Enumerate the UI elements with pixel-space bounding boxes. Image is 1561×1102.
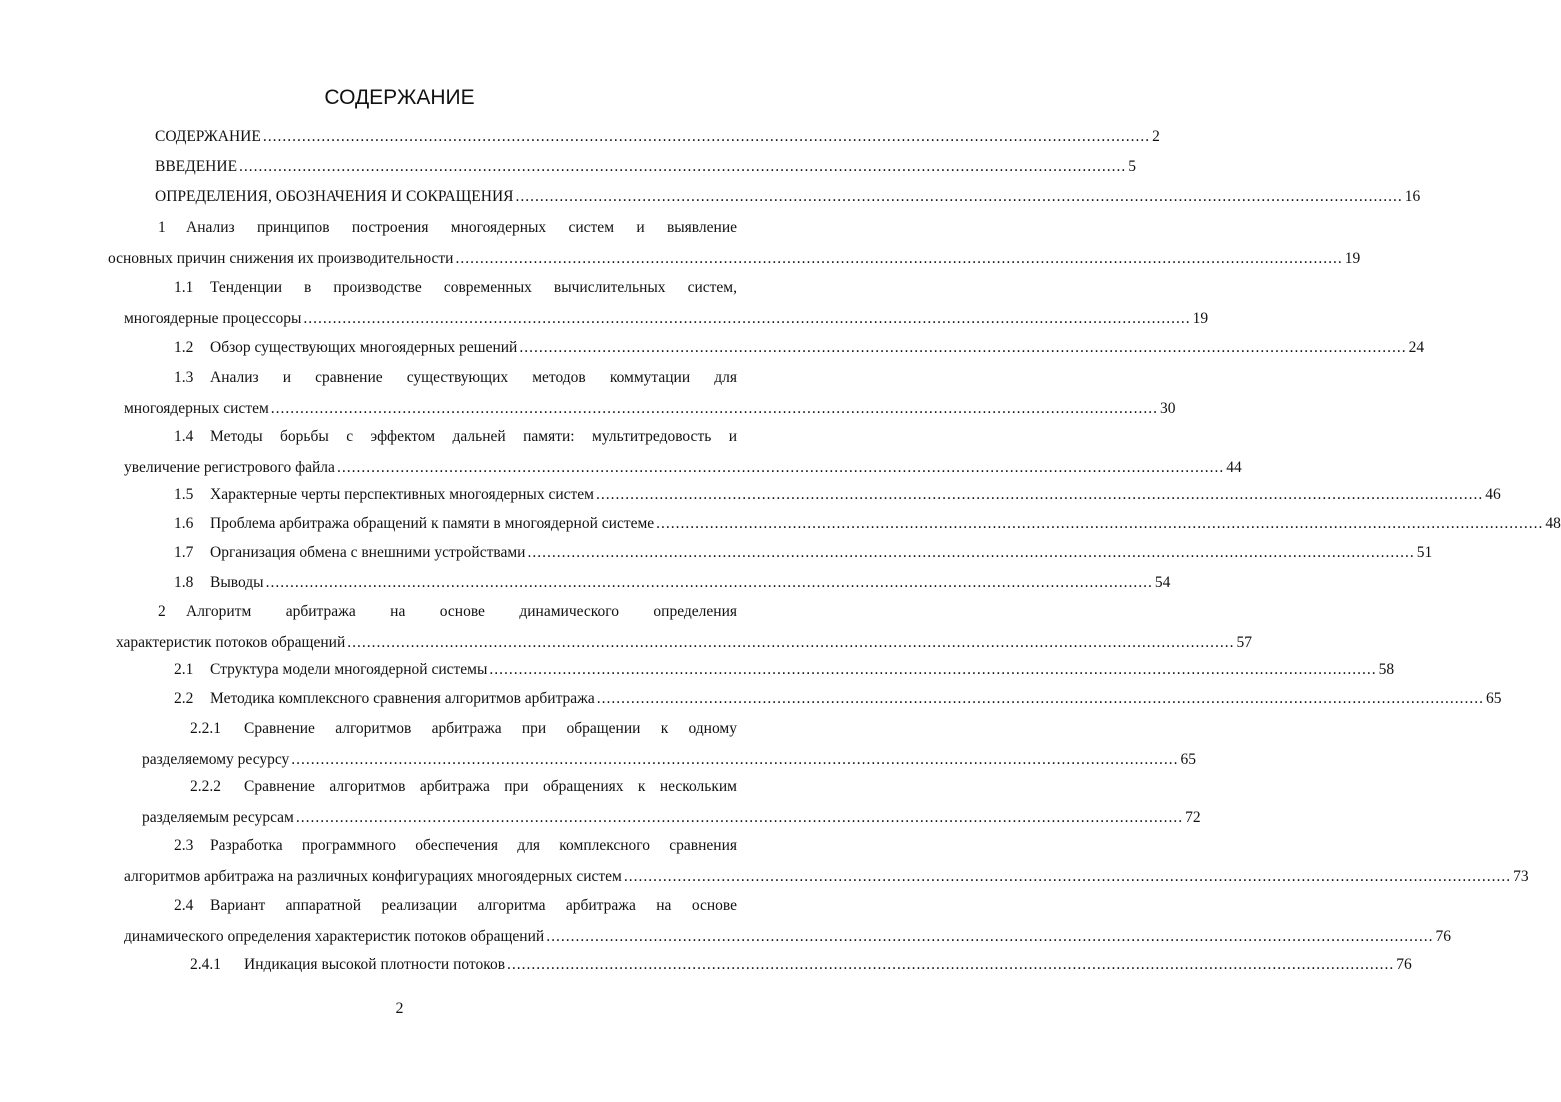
toc-page-number: 48	[1545, 515, 1561, 532]
toc-entry-chapter-1[interactable]	[108, 218, 1361, 269]
toc-entry-title-cont: алгоритмов арбитража на различных конфигурациях многоядерных систем	[124, 868, 622, 885]
toc-page-number: 76	[1435, 928, 1451, 945]
toc-entry-second-line	[142, 808, 1201, 828]
toc-page-number: 19	[1344, 250, 1361, 267]
toc-page-number: 44	[1226, 459, 1242, 476]
toc-entry-1-1[interactable]	[124, 278, 1209, 329]
toc-page-number: 65	[1486, 690, 1502, 707]
toc-page-number: 30	[1160, 400, 1176, 417]
toc-page-number: 57	[1236, 634, 1252, 651]
toc-page-number: 2	[1152, 128, 1160, 145]
toc-entry-1-3[interactable]	[124, 368, 1176, 419]
toc-entry-title: Вариант аппаратной реализации алгоритма арбитража на основе	[210, 897, 737, 914]
toc-leader-dots: ......................................................................................................................................................................................	[295, 809, 1184, 826]
toc-entry-first-line	[124, 368, 737, 388]
toc-entry-title-cont: характеристик потоков обращений	[116, 634, 346, 651]
toc-leader-dots: ......................................................................................................................................................................................	[656, 515, 1544, 532]
toc-entry-first-line	[124, 836, 737, 856]
toc-page-number: 19	[1192, 310, 1209, 327]
toc-entry-number: 1.4	[174, 428, 194, 445]
toc-entry-title: Индикация высокой плотности потоков	[244, 956, 506, 973]
toc-entry-title: Сравнение алгоритмов арбитража при обращении к одному	[244, 720, 737, 737]
toc-entry-title: Выводы	[210, 574, 264, 591]
toc-entry-title: Методика комплексного сравнения алгоритмов арбитража	[210, 690, 595, 707]
toc-entry-number: 1.6	[174, 515, 194, 532]
toc-entry-number: 1	[158, 219, 166, 236]
toc-entry-title: Разработка программного обеспечения для комплексного сравнения	[210, 837, 737, 854]
toc-entry-number: 2.2.2	[190, 778, 221, 795]
toc-entry-number: 2.3	[174, 837, 194, 854]
toc-entry-second-line	[142, 750, 1197, 770]
toc-entry-2-2[interactable]	[174, 689, 1502, 709]
toc-entry-first-line	[142, 719, 737, 739]
toc-entry-title: Сравнение алгоритмов арбитража при обращениях к нескольким	[244, 778, 737, 795]
toc-entry-second-line	[124, 399, 1176, 419]
toc-entry-number: 2.1	[174, 661, 194, 678]
toc-page-number: 16	[1404, 188, 1421, 205]
toc-entry-title: ВВЕДЕНИЕ	[155, 158, 238, 175]
toc-entry-title-cont: динамического определения характеристик потоков обращений	[124, 928, 545, 945]
toc-entry-title-cont: разделяемому ресурсу	[142, 751, 290, 768]
toc-entry-title-cont: многоядерных систем	[124, 400, 269, 417]
toc-leader-dots: ......................................................................................................................................................................................	[623, 868, 1512, 885]
toc-page-number: 76	[1396, 956, 1412, 973]
toc-entry-number: 2	[158, 603, 166, 620]
page-title: СОДЕРЖАНИЕ	[324, 86, 475, 109]
toc-entry-1-7[interactable]	[174, 543, 1433, 563]
toc-entry-2-4[interactable]	[124, 896, 1451, 947]
toc-entry-number: 1.8	[174, 574, 194, 591]
toc-entry-number: 2.2	[174, 690, 194, 707]
toc-page-number: 54	[1154, 574, 1171, 591]
toc-entry-first-line	[142, 777, 737, 797]
toc-entry-first-line	[124, 427, 737, 447]
toc-entry-second-line	[124, 458, 1242, 478]
toc-entry-number: 1.3	[174, 369, 194, 386]
toc-entry-2-1[interactable]	[174, 660, 1395, 680]
toc-entry-title: СОДЕРЖАНИЕ	[155, 128, 261, 145]
toc-entry-first-line	[124, 278, 737, 298]
toc-entry-number: 2.4	[174, 897, 194, 914]
toc-entry-title: Проблема арбитража обращений к памяти в многоядерной системе	[210, 515, 655, 532]
toc-leader-dots: ......................................................................................................................................................................................	[595, 486, 1484, 503]
toc-leader-dots: ......................................................................................................................................................................................	[527, 544, 1415, 561]
toc-page-number: 51	[1416, 544, 1433, 561]
toc-page-number: 58	[1378, 661, 1395, 678]
toc-entry-1-6[interactable]	[174, 514, 1561, 534]
toc-entry-2-3[interactable]	[124, 836, 1529, 887]
toc-entry-number: 1.7	[174, 544, 194, 561]
toc-entry-1-8[interactable]	[174, 573, 1171, 593]
toc-entry-second-line	[124, 309, 1209, 329]
toc-leader-dots: ......................................................................................................................................................................................	[489, 661, 1377, 678]
toc-leader-dots: ......................................................................................................................................................................................	[507, 956, 1395, 973]
toc-leader-dots: ......................................................................................................................................................................................	[303, 310, 1191, 327]
toc-entry-second-line	[124, 867, 1529, 887]
toc-entry-first-line	[108, 218, 737, 238]
toc-leader-dots: ......................................................................................................................................................................................	[239, 158, 1127, 175]
toc-entry-title: Анализ и сравнение существующих методов коммутации для	[210, 369, 737, 386]
toc-leader-dots: ......................................................................................................................................................................................	[546, 928, 1434, 945]
toc-page-number: 24	[1408, 339, 1425, 356]
toc-entry-title: Характерные черты перспективных многоядерных систем	[210, 486, 594, 503]
toc-leader-dots: ......................................................................................................................................................................................	[596, 690, 1485, 707]
toc-leader-dots: ......................................................................................................................................................................................	[519, 339, 1407, 356]
toc-entry-title: Организация обмена с внешними устройствами	[210, 544, 526, 561]
toc-page-number: 5	[1128, 158, 1137, 175]
toc-entry-first-line	[124, 896, 737, 916]
toc-entry-title: Алгоритм арбитража на основе динамического определения	[186, 603, 737, 620]
toc-page-number: 46	[1485, 486, 1501, 503]
toc-leader-dots: ......................................................................................................................................................................................	[262, 128, 1151, 145]
toc-entry-title: Анализ принципов построения многоядерных систем и выявление	[186, 219, 737, 236]
toc-entry-title: Структура модели многоядерной системы	[210, 661, 488, 678]
toc-page-number: 65	[1180, 751, 1197, 768]
toc-entry-title-cont: увеличение регистрового файла	[124, 459, 335, 476]
toc-entry-2-4-1[interactable]	[190, 955, 1412, 975]
toc-entry-title: Обзор существующих многоядерных решений	[210, 339, 518, 356]
toc-entry-definitions[interactable]	[155, 187, 1421, 207]
toc-entry-title: ОПРЕДЕЛЕНИЯ, ОБОЗНАЧЕНИЯ И СОКРАЩЕНИЯ	[155, 188, 514, 205]
toc-leader-dots: ......................................................................................................................................................................................	[291, 751, 1179, 768]
toc-leader-dots: ......................................................................................................................................................................................	[515, 188, 1403, 205]
toc-entry-number: 2.2.1	[190, 720, 221, 737]
toc-entry-2-2-1[interactable]	[142, 719, 1197, 770]
toc-entry-number: 1.1	[174, 279, 194, 296]
toc-entry-title-cont: основных причин снижения их производительности	[108, 250, 454, 267]
toc-entry-title-cont: многоядерные процессоры	[124, 310, 302, 327]
toc-entry-1-4[interactable]	[124, 427, 1242, 478]
toc-entry-introduction[interactable]	[155, 157, 1137, 177]
toc-entry-1-2[interactable]	[174, 338, 1425, 358]
toc-entry-title-cont: разделяемым ресурсам	[142, 809, 294, 826]
toc-entry-chapter-2[interactable]	[116, 602, 1252, 653]
toc-entry-number: 1.5	[174, 486, 194, 503]
toc-entry-first-line	[116, 602, 737, 622]
toc-leader-dots: ......................................................................................................................................................................................	[265, 574, 1153, 591]
toc-entry-title: Методы борьбы с эффектом дальней памяти: мультитредовость и	[210, 428, 737, 445]
toc-entry-second-line	[116, 633, 1252, 653]
toc-leader-dots: ......................................................................................................................................................................................	[336, 459, 1225, 476]
toc-page-number: 73	[1513, 868, 1529, 885]
toc-page-number: 72	[1185, 809, 1201, 826]
toc-entry-second-line	[108, 249, 1361, 269]
toc-entry-2-2-2[interactable]	[142, 777, 1201, 828]
toc-entry-contents[interactable]	[155, 127, 1160, 147]
toc-leader-dots: ......................................................................................................................................................................................	[347, 634, 1235, 651]
toc-leader-dots: ......................................................................................................................................................................................	[270, 400, 1159, 417]
page-number: 2	[395, 1000, 404, 1017]
toc-entry-number: 2.4.1	[190, 956, 221, 973]
toc-entry-1-5[interactable]	[174, 485, 1501, 505]
toc-entry-number: 1.2	[174, 339, 194, 356]
toc-leader-dots: ......................................................................................................................................................................................	[455, 250, 1343, 267]
toc-entry-second-line	[124, 927, 1451, 947]
toc-entry-title: Тенденции в производстве современных вычислительных систем,	[210, 279, 737, 296]
